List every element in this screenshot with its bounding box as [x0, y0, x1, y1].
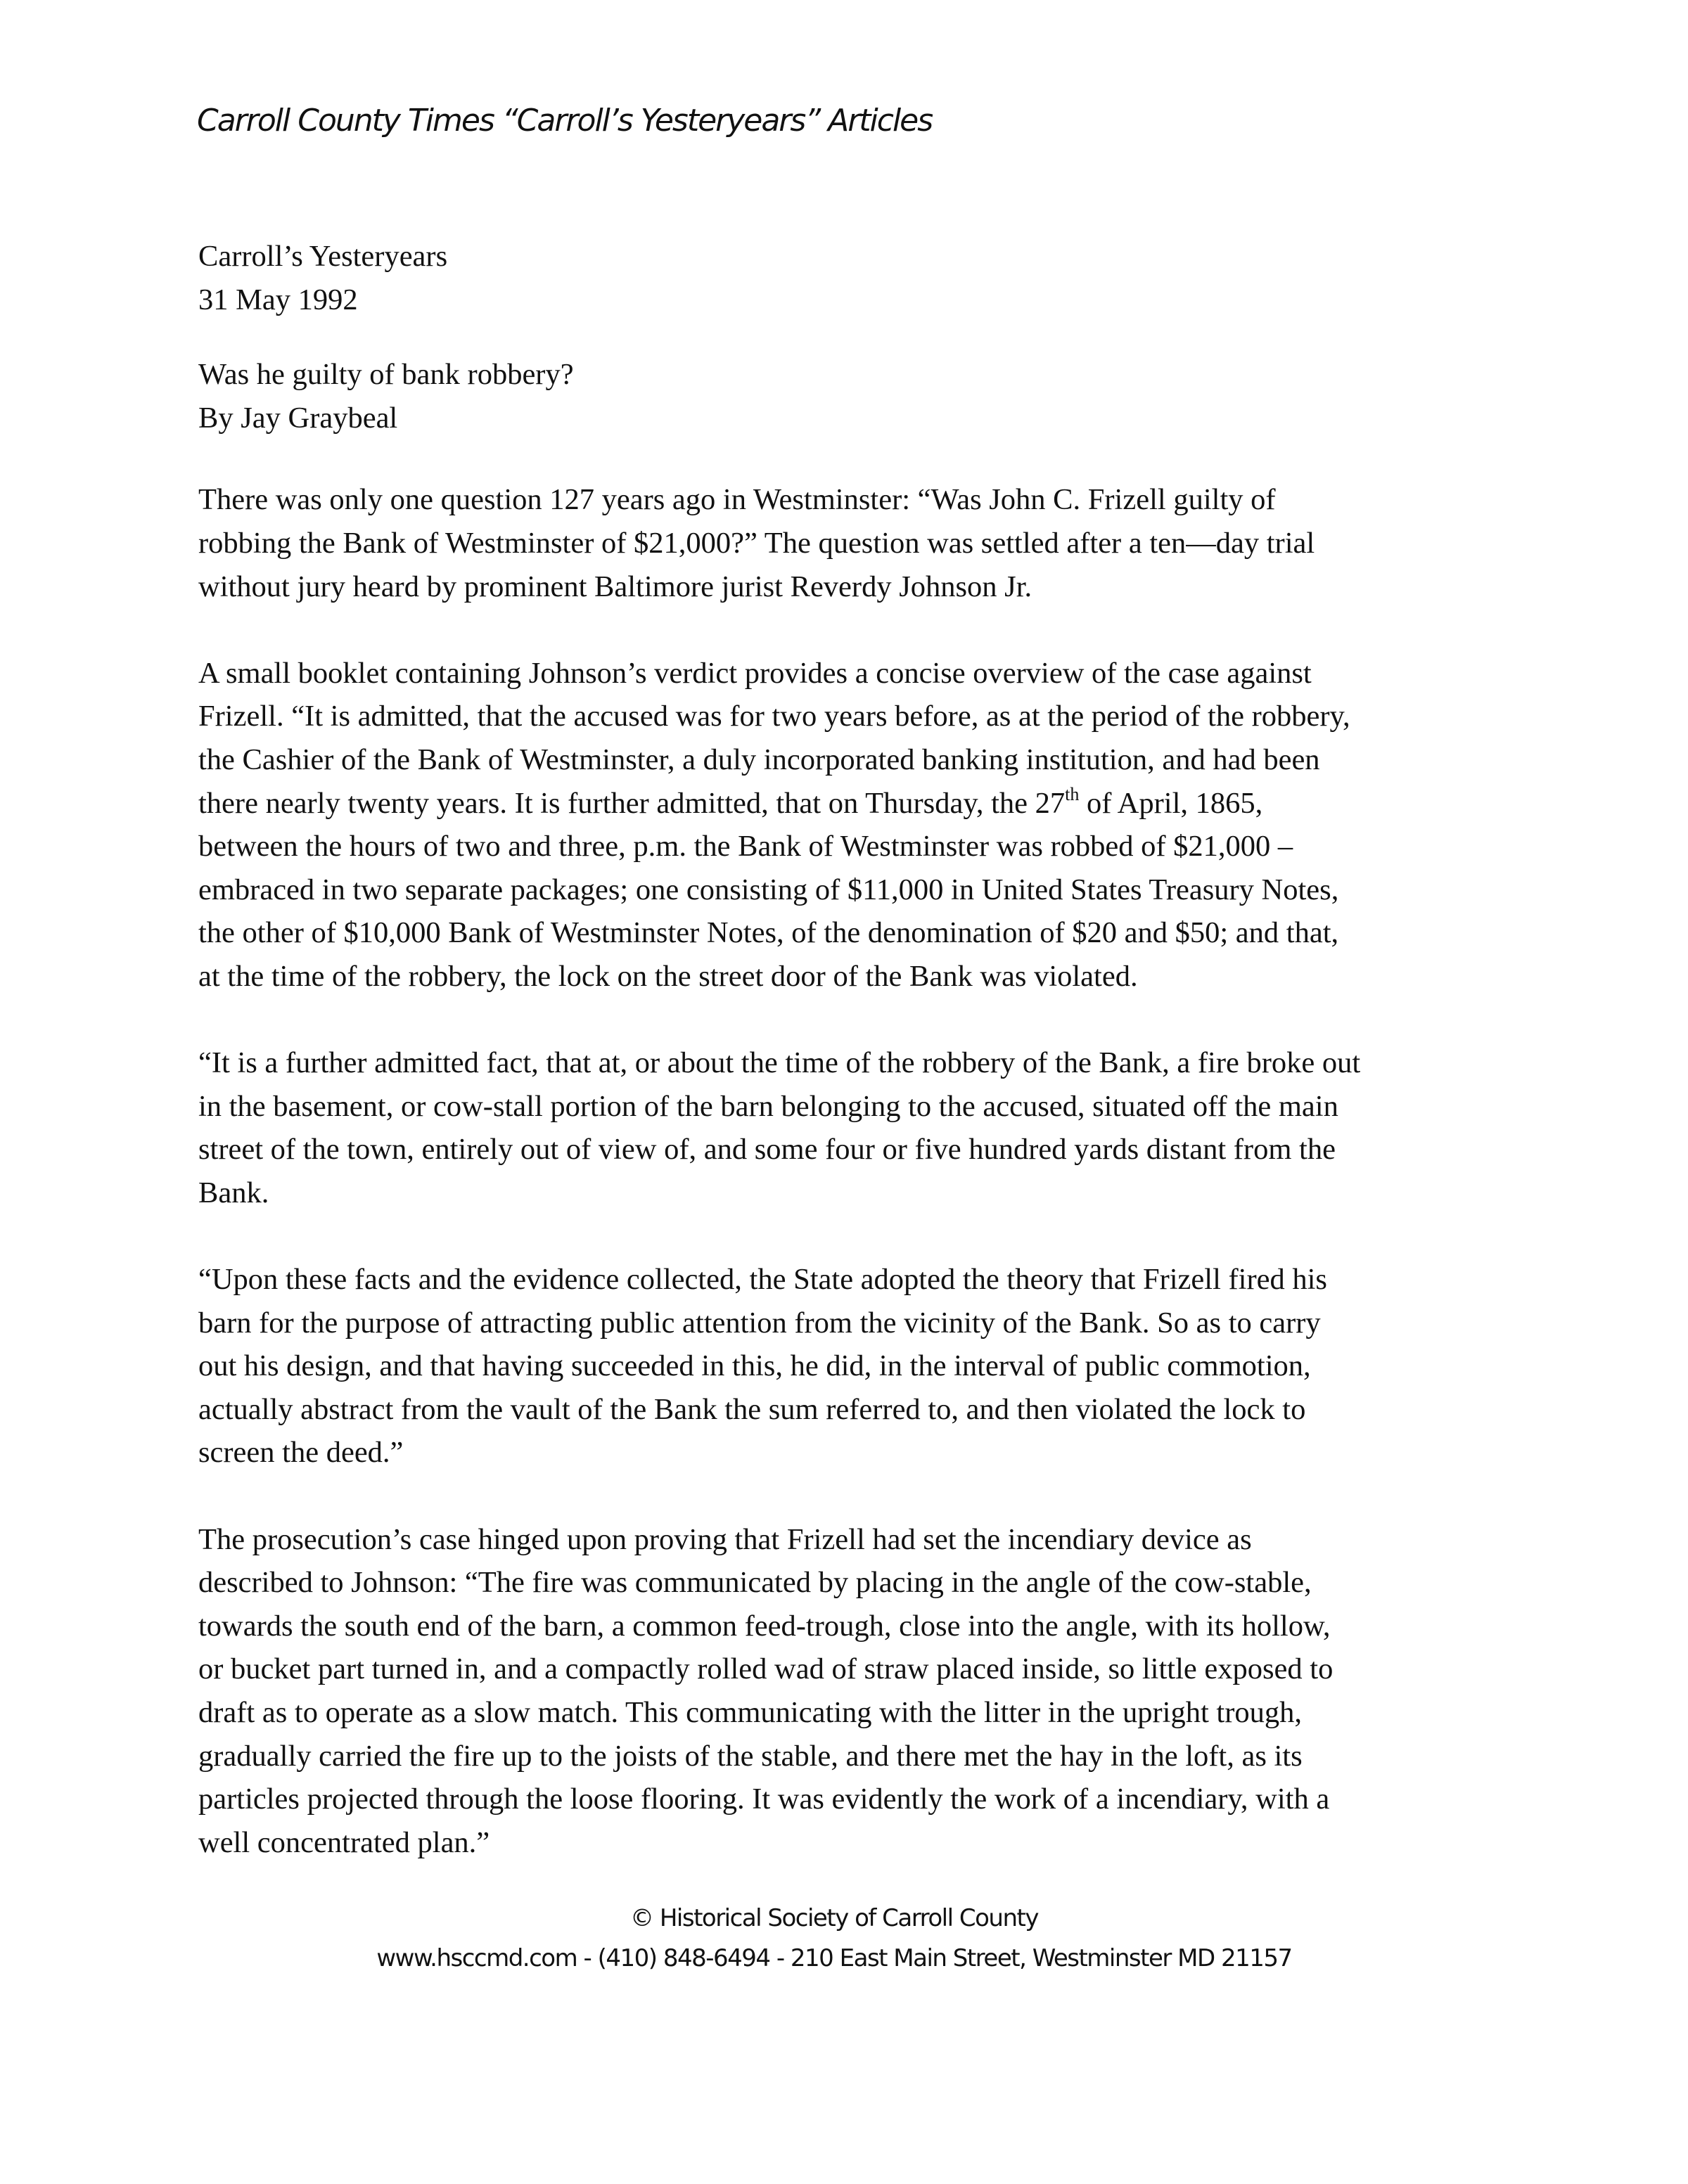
text-line: gradually carried the fire up to the joists of the stable, and there met the hay in the loft, as its — [198, 1739, 1303, 1773]
text-segment: of April, 1865, — [1079, 786, 1263, 820]
ordinal-superscript: th — [1065, 783, 1080, 804]
article-paragraphs — [198, 478, 1492, 1864]
text-line: at the time of the robbery, the lock on the street door of the Bank was violated. — [198, 959, 1138, 993]
text-line: without jury heard by prominent Baltimore jurist Reverdy Johnson Jr. — [198, 570, 1032, 603]
paragraph-gap — [198, 1214, 1492, 1258]
text-line: in the basement, or cow-stall portion of the barn belonging to the accused, situated off the main — [198, 1089, 1338, 1123]
paragraph — [198, 478, 1492, 608]
text-line: The prosecution’s case hinged upon proving that Frizell had set the incendiary device as — [198, 1522, 1252, 1556]
text-line: described to Johnson: “The fire was communicated by placing in the angle of the cow-stable, — [198, 1566, 1312, 1600]
text-line: Frizell. “It is admitted, that the accused was for two years before, as at the period of the robbery, — [198, 700, 1350, 733]
text-line: “It is a further admitted fact, that at, or about the time of the robbery of the Bank, a fire broke out — [198, 1046, 1361, 1080]
text-line: well concentrated plan.” — [198, 1825, 490, 1859]
text-line: out his design, and that having succeeded in this, he did, in the interval of public commotion, — [198, 1349, 1311, 1383]
text-segment: there nearly twenty years. It is further admitted, that on Thursday, the 27 — [198, 786, 1066, 820]
text-line: “Upon these facts and the evidence collected, the State adopted the theory that Frizell fired his — [198, 1263, 1327, 1297]
text-line: robbing the Bank of Westminster of $21,000?” The question was settled after a ten—day trial — [198, 526, 1315, 560]
spacer — [198, 439, 1492, 478]
article-date: 31 May 1992 — [198, 283, 358, 316]
column-name: Carroll’s Yesteryears — [198, 240, 448, 273]
spacer — [198, 321, 1492, 353]
text-line: There was only one question 127 years ago in Westminster: “Was John C. Frizell guilty of — [198, 483, 1276, 517]
text-line: barn for the purpose of attracting public attention from the vicinity of the Bank. So as to carry — [198, 1306, 1321, 1340]
footer-contact: www.hsccmd.com - (410) 848-6494 - 210 East Main Street, Westminster MD 21157 — [376, 1944, 1292, 1972]
footer-copyright: © Historical Society of Carroll County — [630, 1904, 1038, 1932]
text-line: the Cashier of the Bank of Westminster, a duly incorporated banking institution, and had been — [198, 743, 1320, 776]
text-line: screen the deed.” — [198, 1436, 404, 1470]
text-line: or bucket part turned in, and a compactly rolled wad of straw placed inside, so little exposed to — [198, 1652, 1334, 1686]
text-line: draft as to operate as a slow match. This communicating with the litter in the upright trough, — [198, 1696, 1302, 1729]
paragraph — [198, 1258, 1492, 1475]
text-line: Bank. — [198, 1176, 269, 1209]
text-line: particles projected through the loose flooring. It was evidently the work of a incendiary, with a — [198, 1782, 1330, 1816]
paragraph-gap — [198, 1475, 1492, 1518]
text-line: actually abstract from the vault of the Bank the sum referred to, and then violated the lock to — [198, 1392, 1306, 1426]
paragraph-gap — [198, 998, 1492, 1042]
text-line: street of the town, entirely out of view of, and some four or five hundred yards distant from the — [198, 1133, 1336, 1167]
text-line: the other of $10,000 Bank of Westminster Notes, of the denomination of $20 and $50; and that, — [198, 916, 1339, 950]
paragraph — [198, 1041, 1492, 1214]
article-body — [198, 235, 1492, 1864]
article-headline: Was he guilty of bank robbery? — [198, 358, 574, 392]
article-byline: By Jay Graybeal — [198, 401, 398, 435]
paragraph — [198, 652, 1492, 998]
paragraph-gap — [198, 608, 1492, 652]
page-footer — [0, 1899, 1668, 1979]
text-line: embraced in two separate packages; one consisting of $11,000 in United States Treasury Notes, — [198, 873, 1339, 906]
paragraph — [198, 1518, 1492, 1865]
text-line: A small booklet containing Johnson’s verdict provides a concise overview of the case against — [198, 656, 1312, 690]
text-line: towards the south end of the barn, a common feed-trough, close into the angle, with its hollow, — [198, 1609, 1331, 1643]
text-line: between the hours of two and three, p.m. the Bank of Westminster was robbed of $21,000 – — [198, 830, 1293, 863]
text-line — [198, 782, 1492, 826]
document-header: Carroll County Times “Carroll’s Yesteryears” Articles — [197, 103, 933, 139]
